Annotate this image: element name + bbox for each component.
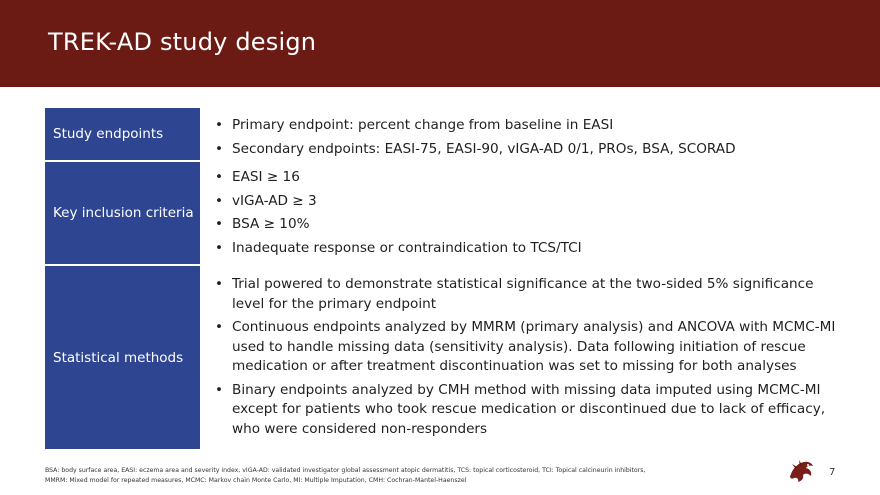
list-item: • vIGA-AD ≥ 3	[215, 192, 845, 212]
bullet-icon: •	[215, 216, 224, 232]
bullet-icon: •	[215, 117, 224, 133]
list-item: • Binary endpoints analyzed by CMH method with missing data imputed using MCMC-MI except for patients who took rescue medication or discontinued due to lack of efficacy, who were considered non-responders	[215, 381, 826, 437]
list-item: • Inadequate response or contraindication to TCS/TCI	[215, 239, 845, 259]
study-endpoints-list	[215, 116, 845, 163]
inclusion-criteria-list	[215, 168, 845, 262]
list-item: • Continuous endpoints analyzed by MMRM (primary analysis) and ANCOVA with MCMC-MI used to handle missing data (sensitivity analysis). Data following initiation of rescue medication or after treatment discontinuation was set to missing for both analyses	[215, 319, 836, 374]
list-item: • Trial powered to demonstrate statistical significance at the two-sided 5% significance level for the primary endpoint	[215, 276, 814, 312]
row-label-study-endpoints	[45, 108, 200, 160]
list-item: • Primary endpoint: percent change from baseline in EASI	[215, 116, 845, 136]
bullet-icon: •	[215, 192, 224, 209]
bullet-icon: •	[215, 169, 224, 185]
list-item: • BSA ≥ 10%	[215, 215, 845, 235]
footnote-line: BSA: body surface area, EASI: eczema area and severity index, vIGA-AD: validated investigator global assessment atopic dermatitis, TCS: topical corticosteroid, TCI: Topical calcineurin inhibitors,	[45, 467, 646, 474]
bullet-icon: •	[215, 319, 224, 335]
dragon-logo-icon	[786, 455, 816, 485]
abbreviations-footnote	[45, 466, 765, 486]
slide-title: TREK-AD study design	[48, 28, 317, 56]
row-label-statistical-methods	[45, 266, 200, 449]
page-number: 7	[829, 467, 836, 478]
row-label-text: Statistical methods	[53, 349, 184, 366]
row-label-key-inclusion-criteria	[45, 162, 200, 264]
row-label-text: Study endpoints	[53, 126, 164, 142]
list-item: • EASI ≥ 16	[215, 168, 845, 188]
bullet-icon: •	[215, 381, 224, 398]
bullet-icon: •	[215, 239, 224, 256]
statistical-methods-list	[215, 275, 845, 443]
bullet-icon: •	[215, 276, 224, 292]
bullet-icon: •	[215, 140, 224, 157]
title-bar	[0, 0, 880, 87]
footnote-line: MMRM: Mixed model for repeated measures, MCMC: Markov chain Monte Carlo, MI: Multiple Imputation, CMH: Cochran-Mantel-Haenszel	[45, 477, 467, 484]
list-item: • Secondary endpoints: EASI-75, EASI-90, vIGA-AD 0/1, PROs, BSA, SCORAD	[215, 140, 845, 160]
row-label-text: Key inclusion criteria	[53, 205, 194, 221]
